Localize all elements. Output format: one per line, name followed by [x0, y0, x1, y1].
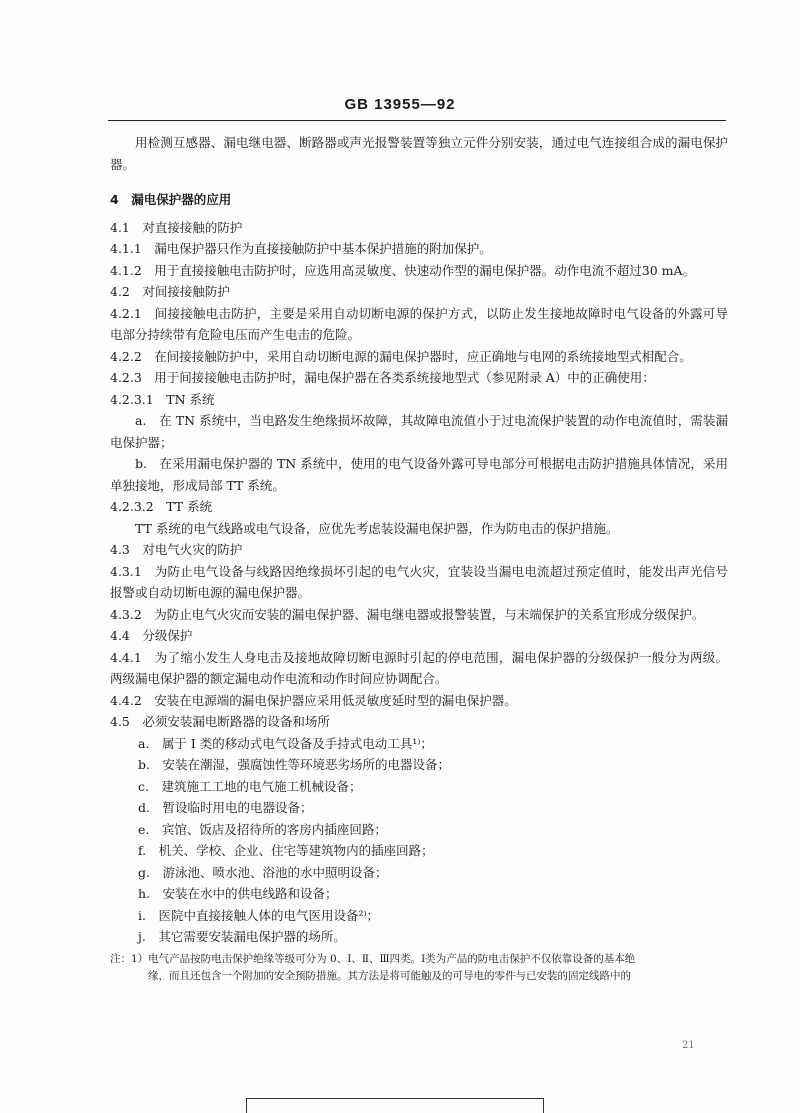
list-item: a. 在 TN 系统中，当电路发生绝缘损坏故障，其故障电流值小于过电流保护装置的动作电流值时，需装漏电保护器；	[110, 413, 728, 450]
list-item: b. 安装在潮湿，强腐蚀性等环境恶劣场所的电器设备；	[138, 757, 450, 772]
clause: 4.4.2 安装在电源端的漏电保护器应采用低灵敏度延时型的漏电保护器。	[110, 692, 517, 708]
clause: 4.4.1 为了缩小发生人身电击及接地故障切断电源时引起的停电范围，漏电保护器的分级保护一般分为两级。两级漏电保护器的额定漏电动作电流和动作时间应协调配合。	[110, 649, 728, 686]
paragraph: 用检测互感器、漏电继电器、断路器或声光报警装置等独立元件分别安装，通过电气连接组合成的漏电保护器。	[110, 135, 728, 172]
clause: 4.1.2 用于直接接触电击防护时，应选用高灵敏度、快速动作型的漏电保护器。动作电流不超过30 mA。	[110, 262, 696, 278]
list-item: j. 其它需要安装漏电保护器的场所。	[138, 929, 346, 944]
subsection-heading: 4.3 对电气火灾的防护	[110, 542, 243, 557]
list-item: b. 在采用漏电保护器的 TN 系统中，使用的电气设备外露可导电部分可根据电击防护措施具体情况，采用单独接地，形成局部 TT 系统。	[110, 456, 728, 493]
section-heading: 4 漏电保护器的应用	[110, 192, 232, 207]
subsection-heading: 4.2 对间接接触防护	[110, 284, 230, 299]
footnote-line: 缘，而且还包含一个附加的安全预防措施。其方法是将可能触及的可导电的零件与已安装的固定线路中的	[148, 969, 631, 982]
standard-code-header: GB 13955—92	[344, 96, 456, 113]
footnote-line: 注：1）电气产品按防电击保护绝缘等级可分为 0、Ⅰ、Ⅱ、Ⅲ四类。Ⅰ类为产品的防电击保护不仅依靠设备的基本绝	[110, 952, 636, 965]
page-number: 21	[682, 1040, 695, 1051]
clause-heading: 4.2.3.1 TN 系统	[110, 391, 215, 407]
list-item: a. 属于 I 类的移动式电气设备及手持式电动工具¹⁾；	[138, 735, 433, 751]
list-item: g. 游泳池、喷水池、浴池的水中照明设备；	[138, 864, 388, 880]
clause: 4.2.2 在间接接触防护中，采用自动切断电源的漏电保护器时，应正确地与电网的系统接地型式相配合。	[110, 348, 692, 364]
subsection-heading: 4.4 分级保护	[110, 628, 193, 643]
list-item: h. 安装在水中的供电线路和设备；	[138, 886, 338, 901]
footer-box	[246, 1098, 544, 1113]
clause: 4.3.1 为防止电气设备与线路因绝缘损坏引起的电气火灾，宜装设当漏电电流超过预定值时，能发出声光信号报警或自动切断电源的漏电保护器。	[110, 563, 728, 600]
clause: 4.2.1 间接接触电击防护，主要是采用自动切断电源的保护方式，以防止发生接地故障时电气设备的外露可导电部分持续带有危险电压而产生电击的危险。	[110, 305, 728, 342]
clause: 4.3.2 为防止电气火灾而安装的漏电保护器、漏电继电器或报警装置，与末端保护的关系宜形成分级保护。	[110, 606, 705, 622]
list-item: d. 暂设临时用电的电器设备；	[138, 800, 313, 815]
document-body	[110, 132, 728, 985]
paragraph: TT 系统的电气线路或电气设备，应优先考虑装设漏电保护器，作为防电击的保护措施。	[135, 520, 619, 536]
list-item: e. 宾馆、饭店及招待所的客房内插座回路；	[138, 821, 387, 837]
subsection-heading: 4.5 必须安装漏电断路器的设备和场所	[110, 714, 330, 729]
list-item: f. 机关、学校、企业、住宅等建筑物内的插座回路；	[138, 843, 434, 858]
header-rule	[108, 120, 726, 121]
subsection-heading: 4.1 对直接接触的防护	[110, 219, 243, 235]
clause-heading: 4.2.3.2 TT 系统	[110, 499, 213, 514]
footnotes	[110, 951, 728, 985]
clause: 4.2.3 用于间接接触电击防护时，漏电保护器在各类系统接地型式（参见附录 A）中的正确使用：	[110, 370, 655, 385]
list-item: i. 医院中直接接触人体的电气医用设备²⁾；	[138, 907, 380, 923]
clause: 4.1.1 漏电保护器只作为直接接触防护中基本保护措施的附加保护。	[110, 241, 492, 256]
list-item: c. 建筑施工工地的电气施工机械设备；	[138, 778, 362, 794]
